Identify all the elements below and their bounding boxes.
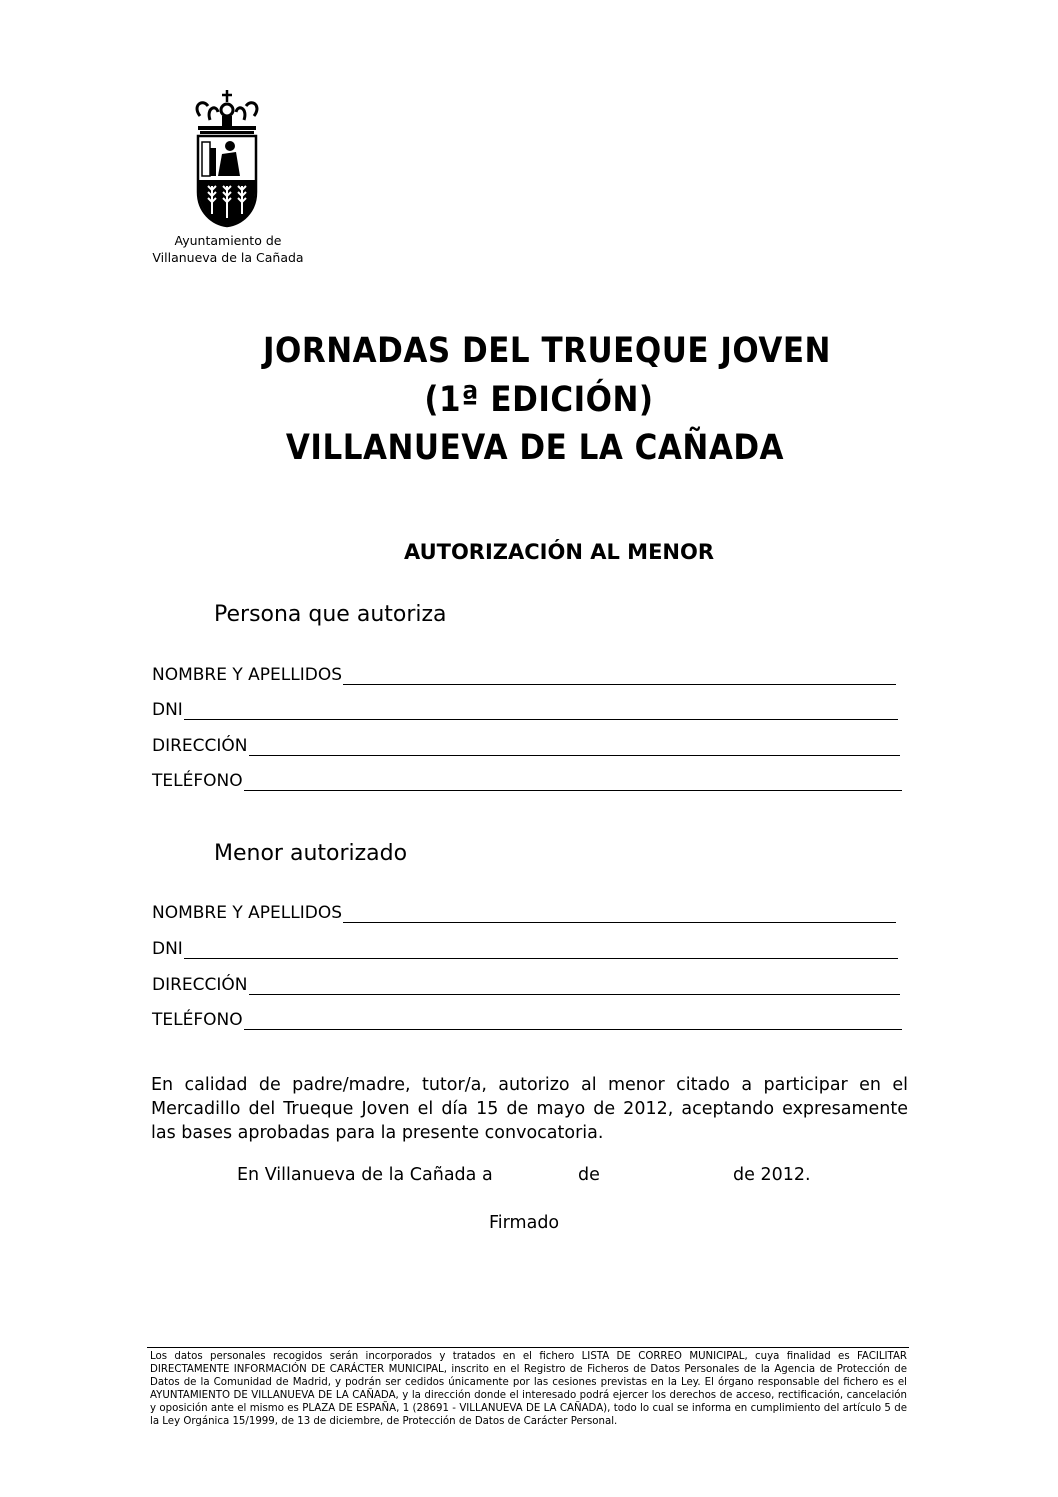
field-label: NOMBRE Y APELLIDOS	[152, 665, 343, 685]
organization-line-2: Villanueva de la Cañada	[152, 250, 304, 265]
fill-line[interactable]	[249, 735, 900, 756]
field-label: NOMBRE Y APELLIDOS	[152, 903, 343, 923]
fill-line[interactable]	[343, 664, 896, 685]
organization-line-1: Ayuntamiento de	[174, 233, 282, 248]
title-line-2: (1ª EDICIÓN)	[424, 379, 654, 421]
authorization-statement: En calidad de padre/madre, tutor/a, autorizo al menor citado a participar en el Mercadillo del Trueque Joven el día 15 de mayo de 2012, aceptando expresamente las bases aprobadas para la presente convocatoria.	[151, 1075, 908, 1143]
field-label: DNI	[152, 939, 183, 959]
organization-name	[140, 232, 316, 266]
field-label: DNI	[152, 700, 183, 720]
coat-of-arms-logo	[186, 88, 268, 230]
minor-dni-field[interactable]	[152, 935, 902, 959]
authorizer-name-field[interactable]	[152, 661, 902, 685]
authorizer-address-field[interactable]	[152, 732, 902, 756]
fill-line[interactable]	[184, 699, 898, 720]
minor-name-field[interactable]	[152, 899, 902, 923]
field-label: DIRECCIÓN	[152, 975, 248, 995]
place-date-of: de	[578, 1165, 600, 1185]
minor-heading: Menor autorizado	[214, 841, 408, 866]
data-protection-notice: Los datos personales recogidos serán incorporados y tratados en el fichero LISTA DE CORREO MUNICIPAL, cuya finalidad es FACILITAR DIRECTAMENTE INFORMACIÓN DE CARÁCTER MUNICIPAL, inscrito en el Registro de Ficheros de Datos Personales de la Agencia de Protección de Datos de la Comunidad de Madrid, y podrán ser cedidos únicamente por las cesiones previstas en la Ley. El órgano responsable del fichero es el AYUNTAMIENTO DE VILLANUEVA DE LA CAÑADA, y la dirección donde el interesado podrá ejercer los derechos de acceso, rectificación, cancelación y oposición ante el mismo es PLAZA DE ESPAÑA, 1 (28691 - VILLANUEVA DE LA CAÑADA), todo lo cual se informa en cumplimiento del artículo 5 de la Ley Orgánica 15/1999, de 13 de diciembre, de Protección de Datos de Carácter Personal.	[150, 1351, 907, 1427]
authorizer-dni-field[interactable]	[152, 696, 902, 720]
minor-address-field[interactable]	[152, 971, 902, 995]
place-date-year: de 2012.	[733, 1165, 811, 1185]
fill-line[interactable]	[184, 938, 898, 959]
authorizer-phone-field[interactable]	[152, 767, 902, 791]
authorizer-heading: Persona que autoriza	[214, 602, 447, 627]
fill-line[interactable]	[343, 902, 896, 923]
title-line-3: VILLANUEVA DE LA CAÑADA	[285, 427, 785, 469]
place-date-prefix: En Villanueva de la Cañada a	[237, 1165, 493, 1185]
form-subtitle: AUTORIZACIÓN AL MENOR	[403, 540, 715, 564]
minor-phone-field[interactable]	[152, 1006, 902, 1030]
field-label: TELÉFONO	[152, 1010, 243, 1030]
field-label: DIRECCIÓN	[152, 736, 248, 756]
fill-line[interactable]	[244, 1009, 902, 1030]
fill-line[interactable]	[244, 770, 902, 791]
field-label: TELÉFONO	[152, 771, 243, 791]
signature-label: Firmado	[489, 1213, 560, 1233]
title-line-1: JORNADAS DEL TRUEQUE JOVEN	[262, 330, 832, 372]
footer-divider	[147, 1347, 909, 1348]
fill-line[interactable]	[249, 974, 900, 995]
